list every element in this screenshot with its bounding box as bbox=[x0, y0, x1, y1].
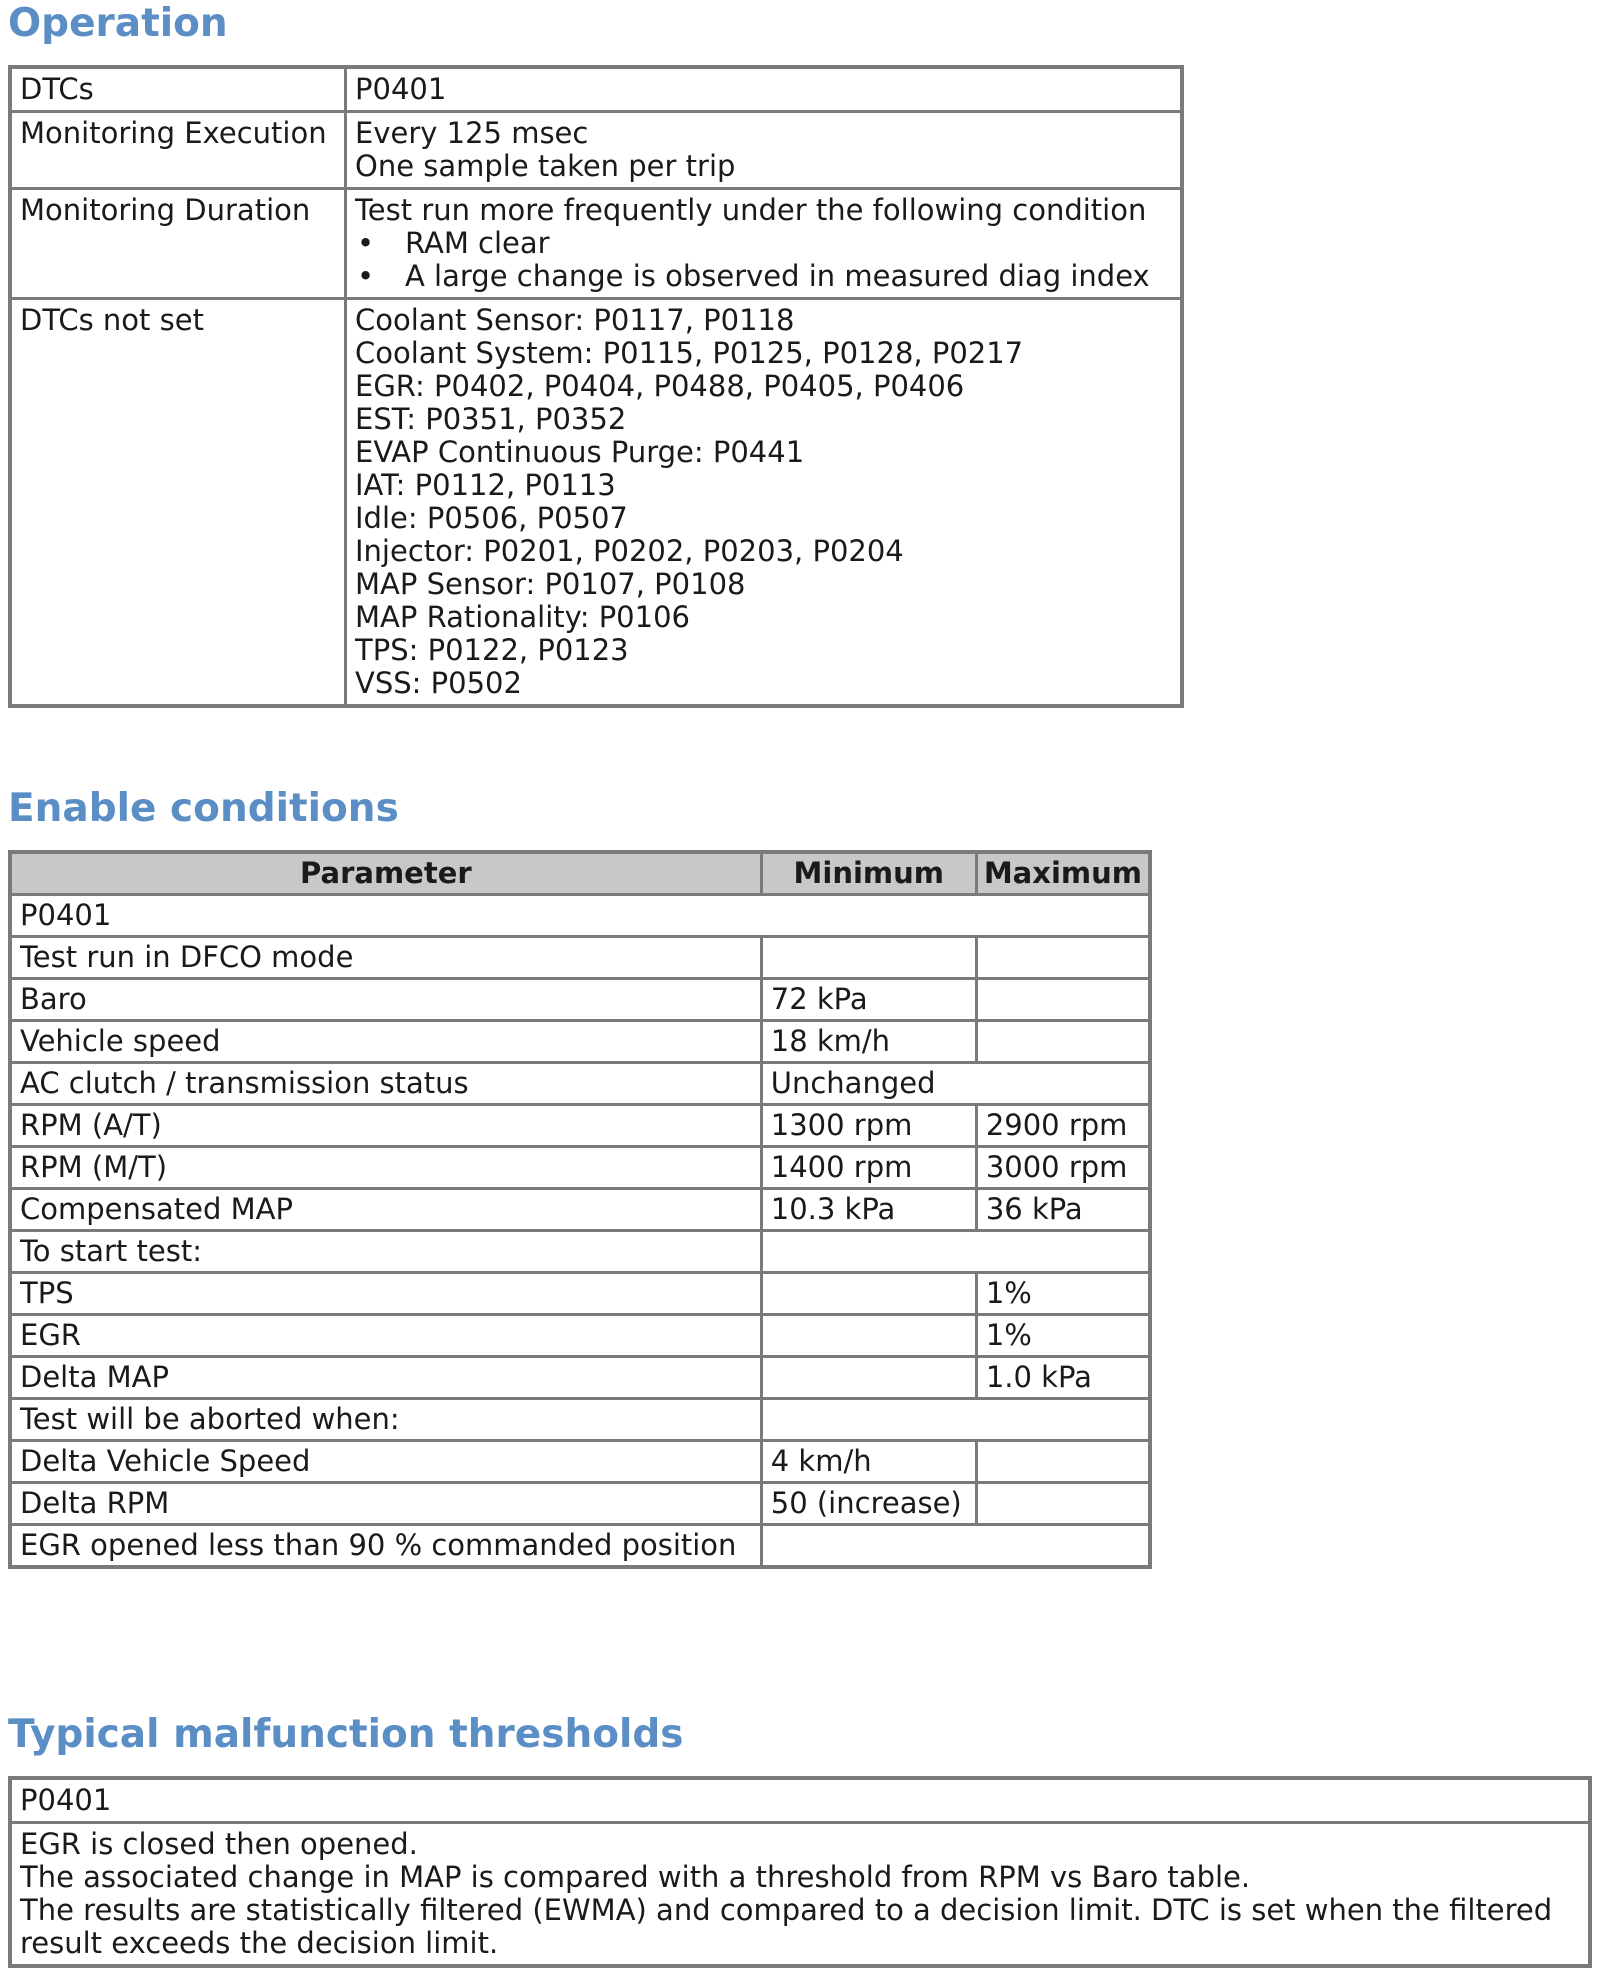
description-line: EGR is closed then opened. bbox=[20, 1827, 418, 1861]
description-cell bbox=[10, 1823, 1590, 1967]
column-header-maximum: Maximum bbox=[976, 852, 1150, 895]
min-cell: 72 kPa bbox=[761, 979, 976, 1021]
table-row bbox=[10, 1823, 1590, 1967]
min-cell: 1400 rpm bbox=[761, 1147, 976, 1189]
max-cell: 1% bbox=[976, 1273, 1150, 1315]
value-line: Injector: P0201, P0202, P0203, P0204 bbox=[355, 534, 904, 568]
param-cell: EGR opened less than 90 % commanded position bbox=[10, 1525, 761, 1568]
value-line: P0401 bbox=[355, 72, 447, 106]
param-cell: Test run in DFCO mode bbox=[10, 937, 761, 979]
value-line: Test run more frequently under the following condition bbox=[355, 193, 1147, 227]
max-cell bbox=[976, 1021, 1150, 1063]
param-cell: AC clutch / transmission status bbox=[10, 1063, 761, 1105]
value-line: IAT: P0112, P0113 bbox=[355, 468, 616, 502]
table-row bbox=[10, 1105, 1150, 1147]
param-cell: RPM (A/T) bbox=[10, 1105, 761, 1147]
min-cell bbox=[761, 1315, 976, 1357]
value-line: MAP Rationality: P0106 bbox=[355, 600, 690, 634]
param-cell: To start test: bbox=[10, 1231, 761, 1273]
param-cell: Delta RPM bbox=[10, 1483, 761, 1525]
bullet-text: RAM clear bbox=[405, 226, 550, 260]
table-row bbox=[10, 1778, 1590, 1823]
thresholds-table bbox=[8, 1776, 1592, 1968]
merged-cell: Unchanged bbox=[761, 1063, 1150, 1105]
table-row bbox=[10, 1147, 1150, 1189]
table-row bbox=[10, 1357, 1150, 1399]
table-row bbox=[10, 112, 1182, 189]
operation-heading: Operation bbox=[8, 1, 228, 46]
table-row bbox=[10, 1399, 1150, 1441]
table-row bbox=[10, 67, 1182, 112]
table-row bbox=[10, 1189, 1150, 1231]
param-cell: Compensated MAP bbox=[10, 1189, 761, 1231]
table-row bbox=[10, 1483, 1150, 1525]
param-cell: P0401 bbox=[10, 895, 1150, 937]
table-row bbox=[10, 1525, 1150, 1568]
merged-cell bbox=[761, 1399, 1150, 1441]
min-cell bbox=[761, 937, 976, 979]
table-row bbox=[10, 1315, 1150, 1357]
bullet-icon: • bbox=[357, 226, 375, 260]
param-cell: EGR bbox=[10, 1315, 761, 1357]
param-cell: Baro bbox=[10, 979, 761, 1021]
min-cell: 18 km/h bbox=[761, 1021, 976, 1063]
bullet-item bbox=[355, 227, 1172, 260]
table-row bbox=[10, 1063, 1150, 1105]
max-cell bbox=[976, 937, 1150, 979]
param-cell: Delta Vehicle Speed bbox=[10, 1441, 761, 1483]
row-value bbox=[346, 189, 1183, 299]
max-cell: 3000 rpm bbox=[976, 1147, 1150, 1189]
value-line: MAP Sensor: P0107, P0108 bbox=[355, 567, 746, 601]
column-header-parameter: Parameter bbox=[10, 852, 761, 895]
description-line: The results are statistically filtered (EWMA) and compared to a decision limit. DTC is set when the filtered result exceeds the decision limit. bbox=[20, 1893, 1553, 1960]
min-cell bbox=[761, 1357, 976, 1399]
value-line: VSS: P0502 bbox=[355, 666, 522, 700]
row-value bbox=[346, 112, 1183, 189]
thresholds-heading: Typical malfunction thresholds bbox=[8, 1712, 684, 1757]
value-line: One sample taken per trip bbox=[355, 149, 736, 183]
row-label: Monitoring Duration bbox=[10, 189, 346, 299]
row-value bbox=[346, 299, 1183, 707]
min-cell: 10.3 kPa bbox=[761, 1189, 976, 1231]
param-cell: RPM (M/T) bbox=[10, 1147, 761, 1189]
max-cell bbox=[976, 1441, 1150, 1483]
merged-cell bbox=[761, 1525, 1150, 1568]
max-cell: 2900 rpm bbox=[976, 1105, 1150, 1147]
param-cell: Test will be aborted when: bbox=[10, 1399, 761, 1441]
table-header-row bbox=[10, 852, 1150, 895]
value-line: EGR: P0402, P0404, P0488, P0405, P0406 bbox=[355, 369, 965, 403]
dtc-cell: P0401 bbox=[10, 1778, 1590, 1823]
table-row bbox=[10, 1273, 1150, 1315]
bullet-icon: • bbox=[357, 259, 375, 293]
row-label: DTCs bbox=[10, 67, 346, 112]
max-cell bbox=[976, 1483, 1150, 1525]
table-row bbox=[10, 895, 1150, 937]
max-cell: 1% bbox=[976, 1315, 1150, 1357]
table-row bbox=[10, 979, 1150, 1021]
bullet-text: A large change is observed in measured diag index bbox=[405, 259, 1150, 293]
max-cell: 1.0 kPa bbox=[976, 1357, 1150, 1399]
row-label: Monitoring Execution bbox=[10, 112, 346, 189]
max-cell: 36 kPa bbox=[976, 1189, 1150, 1231]
description-line: The associated change in MAP is compared with a threshold from RPM vs Baro table. bbox=[20, 1860, 1251, 1894]
operation-table bbox=[8, 65, 1184, 708]
min-cell: 4 km/h bbox=[761, 1441, 976, 1483]
min-cell: 1300 rpm bbox=[761, 1105, 976, 1147]
table-row bbox=[10, 1441, 1150, 1483]
merged-cell bbox=[761, 1231, 1150, 1273]
value-line: EVAP Continuous Purge: P0441 bbox=[355, 435, 805, 469]
row-value bbox=[346, 67, 1183, 112]
bullet-item bbox=[355, 260, 1172, 293]
table-row bbox=[10, 937, 1150, 979]
value-line: TPS: P0122, P0123 bbox=[355, 633, 629, 667]
param-cell: Delta MAP bbox=[10, 1357, 761, 1399]
column-header-minimum: Minimum bbox=[761, 852, 976, 895]
row-label: DTCs not set bbox=[10, 299, 346, 707]
param-cell: TPS bbox=[10, 1273, 761, 1315]
param-cell: Vehicle speed bbox=[10, 1021, 761, 1063]
value-line: Idle: P0506, P0507 bbox=[355, 501, 628, 535]
table-row bbox=[10, 1231, 1150, 1273]
value-line: Every 125 msec bbox=[355, 116, 589, 150]
table-row bbox=[10, 1021, 1150, 1063]
min-cell: 50 (increase) bbox=[761, 1483, 976, 1525]
min-cell bbox=[761, 1273, 976, 1315]
max-cell bbox=[976, 979, 1150, 1021]
value-line: Coolant Sensor: P0117, P0118 bbox=[355, 303, 795, 337]
enable-conditions-table bbox=[8, 850, 1152, 1569]
value-line: Coolant System: P0115, P0125, P0128, P0217 bbox=[355, 336, 1024, 370]
table-row bbox=[10, 189, 1182, 299]
table-row bbox=[10, 299, 1182, 707]
value-line: EST: P0351, P0352 bbox=[355, 402, 627, 436]
enable-conditions-heading: Enable conditions bbox=[8, 786, 399, 831]
